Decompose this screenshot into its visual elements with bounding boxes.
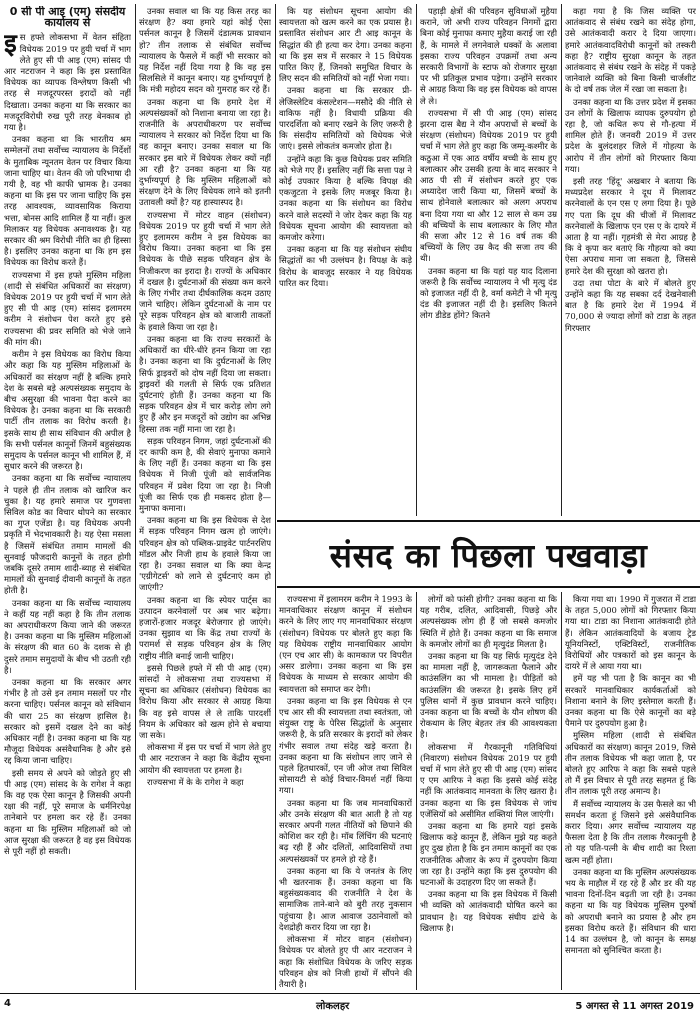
paragraph: कहा गया है कि जिस व्यक्ति पर आतंकवाद से संबंध रखने का संदेह होगा, उसे आतंकवादी करार दे दिया जाएगा। हमारे आतंकवादविरोधी कानूनों को तस्करी कहा है? राष्ट्रीय सुरक्षा कानून के तहत आतंकवाद से संबंध रखने के संदेह में पकड़े जानेवाले व्यक्ति को बिना किसी चार्जशीट के दो वर्ष तक जेल में रखा जा सकता है।	[565, 6, 696, 95]
paragraph: उदा तथा पोटा के बारे में बोलते हुए उन्होंने कहा कि यह सबका दर्द देखनेवाली बात है कि हमारे देश में 1994 में 70,000 से ज्यादा लोगों को टाडा के तहत गिरफ्तार	[565, 277, 696, 333]
paragraph: राज्यसभा में सी पी आइ (एम) सांसद झरना दास बैद्य ने यौन अपराधों से बच्चों के संरक्षण (संशोधन) विधेयक 2019 पर हुयी चर्चा में भाग लेते हुए कहा कि जम्मू-कश्मीर के कठुआ में एक आठ वर्षीय बच्ची के साथ हुए बलात्कार और उसकी हत्या के बाद सरकार ने आठ पी सी में संशोधन करते हुए एक अध्यादेश जारी किया था, जिसमें बच्चों के साथ होनेवाले बलात्कार को अलग अपराध बना दिया गया था और 12 साल से कम उम्र की बच्चियों के साथ बलात्कार के लिए मौत की सजा और 12 से 16 वर्ष तक की बच्चियों के लिए उम्र कैद की सजा तय की थी।	[420, 107, 557, 264]
paragraph: मैं सर्वोच्च न्यायालय के उस फैसले का भी समर्थन करता हूं जिसने इसे असंवैधानिक करार दिया। अगर सर्वोच्च न्यायालय यह फैसला देता है कि तीन तलाक गैरकानूनी है तो यह पति-पत्नी के बीच शादी का रिश्ता खत्म नहीं होता।	[565, 798, 696, 865]
column-divider	[416, 4, 417, 516]
paragraph: उनका कहना था कि मुस्लिम अल्पसंख्यक भय के माहौल में रह रहे हैं और डर की यह भावना दिनों-दिन बढ़ती जा रही है। उनका कहना था कि यह विधेयक मुस्लिम पुरुषों को अपराधी बनाने का प्रयास है और हम इसका विरोध करते हैं। संविधान की धारा 14 का उल्लंघन है, जो कानून के समक्ष समानता को सुनिश्चित करता है।	[565, 866, 696, 956]
paragraph: उनका कहना था कि यह संशोधन संघीय सिद्धांतों का भी उल्लंघन है। विपक्ष के कड़े विरोध के बावजूद सरकार ने यह विधेयक पारित कर दिया।	[279, 244, 412, 288]
paragraph: उनका कहना था कि भारतीय श्रम सम्मेलनों तथा सर्वोच्च न्यायालय के निर्देशों के मुताबिक न्यूनतम वेतन पर विचार किया जाना चाहिए था। वेतन की जो परिभाषा दी गयी है, वह भी काफी भ्रामक है। उनका कहना था कि इस पर जाना चाहिए कि इस तरह आवश्यक, व्यावसायिक किराया भत्ता, बोनस आदि शामिल हैं या नहीं। कुल मिलाकर यह विधेयक अनावश्यक है। यह सरकार की श्रम विरोधी नीति का ही हिस्सा है। इसलिए उनका कहना था कि हम इस विधेयक का विरोध करते हैं।	[4, 134, 131, 268]
page-footer	[0, 993, 700, 1013]
column-divider	[135, 4, 136, 990]
paragraph: उनका कहना था कि ये जनतंत्र के लिए भी खतरनाक हैं। उनका कहना था कि बहुसंख्यकवाद की राजनीति ने देश के सामाजिक ताने-बाने को बुरी तरह नुकसान पहुंचाया है। आज आवाज उठानेवालों को देशद्रोही करार दिया जा रहा है।	[279, 865, 412, 932]
paragraph: मुस्लिम महिला (शादी से संबंधित अधिकारों का संरक्षण) कानून 2019, जिसे तीन तलाक विधेयक भी कहा जाता है, पर बोलते हुए आरिफ ने कहा कि सबसे पहले तो मैं इस विचार से पूरी तरह सहमत हूं कि तीन तलाक पूरी तरह अमान्य है।	[565, 730, 696, 797]
paragraph: उनका कहना था कि सर्वोच्च न्यायालय ने कहीं यह नहीं कहा है कि तीन तलाक का अपराधीकरण किया जाने की जरूरत है। उनका कहना था कि मुस्लिम महिलाओं के संरक्षण की बात 60 के दशक से ही दुसरे तमाम समुदायों के बीच भी उठती रही है।	[4, 597, 131, 675]
article-column-4	[420, 6, 557, 514]
article-column-2	[139, 6, 271, 990]
paragraph: उनका कहना था कि उत्तर प्रदेश में इसका उन लोगों के खिलाफ व्यापक दुरुपयोग हो रहा है, जो कथित रूप से गौ-हत्या में शामिल होते हैं। जनवरी 2019 में उत्तर प्रदेश के बुलंदशहर जिले में गोहत्या के आरोप में तीन लोगों को गिरफ्तार किया गया।	[565, 96, 696, 174]
paragraph: राज्यसभा में इस हफ्ते मुस्लिम महिला (शादी से संबंधित अधिकारों का संरक्षण) विधेयक 2019 पर हुयी चर्चा में भाग लेते हुए सी पी आइ (एम) सांसद इलामरम करीम ने संशोधन पेश करते हुए इसे राज्यसभा की प्रवर समिति को भेजे जाने की मांग की।	[4, 269, 131, 347]
headline-box	[277, 520, 700, 588]
paragraph: उनका कहना था कि स्पेयर पार्ट्स का उत्पादन करनेवालों पर अब भार बढ़ेगा। हजारों-हजार मजदूर बेरोजगार हो जाएंगे। उनका सुझाव था कि केंद्र तथा राज्यों के परामर्श से सड़क परिवहन क्षेत्र के लिए राष्ट्रीय नीति बनाई जानी चाहिए।	[139, 594, 271, 661]
paragraph: हमें यह भी पता है कि कानून का भी सरकारें मानवाधिकार कार्यकर्ताओं को निशाना बनाने के लिए इस्तेमाल करती हैं। उनका कहना था कि ऐसे कानूनों का बड़े पैमाने पर दुरुपयोग हुआ है।	[565, 673, 696, 729]
paragraph: राज्यसभा में के के रागेश ने कहा	[147, 776, 244, 787]
article-column-5	[565, 6, 696, 514]
column-divider	[275, 4, 276, 990]
paragraph: इसी तरह 'हिंदू' अखबार ने बताया कि मध्यप्रदेश सरकार ने दूध में मिलावट करनेवालों के एन एस ए लगा दिया है। पूछे गए पता कि दूध की चीजों में मिलावट करनेवालों के खिलाफ एन एस ए के दायरे में आता है या नहीं। गृहमंत्री से मेरा आग्रह है कि वे कृपा कर बताएं कि गौहत्या को क्या ऐसा अपराध माना जा सकता है, जिससे हमारे देश की सुरक्षा को खतरा हो।	[565, 176, 696, 276]
paragraph: लोकसभा में इस पर चर्चा में भाग लेते हुए पी आर नटराजन ने कहा कि केंद्रीय सूचना आयोग की स्वायत्तता पर हमला है।	[139, 742, 271, 775]
paragraph: उनका कहना था कि सरकार प्री-लेजिस्लेटिव कंसल्टेशन—मसौदे की नीति से वाकिफ नहीं है। विधायी प्रक्रिया की पारदर्शिता को बनाए रखने के लिए जरूरी है कि संसदीय समितियों को विधेयक भेजे जाएं। इससे लोकतंत्र कमजोर होता है।	[279, 85, 412, 152]
paragraph: सड़क परिवहन निगम, जहां दुर्घटनाओं की दर काफी कम है, की सेवाएं मुनाफा कमाने के लिए नहीं हैं। उनका कहना था कि इस विधेयक में निजी पूंजी को सार्वजनिक परिवहन में प्रवेश दिया जा रहा है। निजी पूंजी का सिर्फ एक ही मकसद होता है—मुनाफा कमाना।	[139, 435, 271, 513]
page-number: 4	[4, 998, 11, 1009]
paragraph: लोकसभा में मोटर वाहन (संशोधन) विधेयक पर बोलते हुए पी आर नटराजन ने कहा कि संशोधित विधेयक के जरिए सड़क परिवहन क्षेत्र को निजी हाथों में सौंपने की तैयारी है।	[279, 934, 412, 989]
paragraph: उनका कहना था कि सर्वोच्च न्यायालय ने पहले ही तीन तलाक को खारिज कर चुका है। यह हमारे समाज पर गुणवत्ता सिविल कोड का विचार थोपने का सरकार का गुप्त एजेंडा है। यह विधेयक अपनी प्रकृति में भेदभावकारी है। यह ऐसा मसला है जिसमें संबंधित तमाम मामलों की सुनवाई फौजदारी कानूनों के तहत होगी जबकि दूसरे तमाम शादी-ब्याह से संबंधित मामलों की सुनवाई दीवानी कानूनों के तहत होती है।	[4, 473, 131, 596]
column-divider	[561, 592, 562, 990]
paragraph: उनका कहना था कि यह सिर्फ मृत्युदंड देने का मामला नहीं है, जागरूकता फैलाने और काउंसलिंग का भी मामला है। पीड़ितों को काउंसलिंग की जरूरत है। इसके लिए हमें पुलिस थानों में कुछ प्रावधान करने चाहिए। उनका कहना था कि बच्चों के यौन शोषण की रोकथाम के लिए बेहतर तंत्र की आवश्यकता है।	[420, 651, 557, 740]
column-divider	[416, 592, 417, 990]
column-divider	[561, 4, 562, 516]
paragraph: स हफ्ते लोकसभा में वेतन संहिता विधेयक 2019 पर हुयी चर्चा में भाग लेते हुए सी पी आइ (एम) सांसद पी आर नटराजन ने कहा कि इस प्रस्तावित विधेयक का व्यापक विश्लेषण किसी भी तरह से मजदूरपरस्त इरादों को नहीं दिखाता। उनका कहना था कि सरकार का मजदूरविरोधी रुख पूरी तरह बेनकाब हो गया है।	[4, 32, 131, 133]
article-column-7	[420, 594, 557, 990]
paragraph: उनका कहना था कि जब मानवाधिकारों और उनके संरक्षण की बात आती है तो यह सरकार अपनी गलत नीतियों को छिपाने की कोशिश कर रही है। मॉब लिंचिंग की घटनाएं बढ़ रही हैं और दलितों, आदिवासियों तथा अल्पसंख्यकों पर हमले हो रहे हैं।	[279, 797, 412, 864]
paragraph: इसी समय से अपने को जोड़ते हुए सी पी आइ (एम) सांसद के के रागेश ने कहा कि वह एक ऐसा कानून है जिसकी अपनी रक्षा की नहीं, पूरे समाज के धर्मनिरपेक्ष तानेबाने पर हमला कर रहे हैं। उनका कहना था कि मुस्लिम महिलाओं को जो आज सुरक्षा की जरूरत है वह इस विधेयक से पूरी नहीं हो सकती।	[4, 767, 131, 857]
article-column-1	[4, 6, 131, 990]
paragraph: करीम ने इस विधेयक का विरोध किया और कहा कि यह मुस्लिम महिलाओं के अधिकारों का संरक्षण नहीं है बल्कि हमारे देश के सबसे बड़े अल्पसंख्यक समुदाय के बीच असुरक्षा की भावना पैदा करने का विधेयक है। उनका कहना था कि सरकारी पार्टी तीन तलाक का विरोध करती है। इसके साथ ही साथ संविधान की अपील है कि सभी पर्सनल कानूनों जिनमें बहुसंख्यक समुदाय के पर्सनल कानून भी शामिल हैं, में सुधार करने की जरूरत है।	[4, 349, 131, 472]
issue-date: 5 अगस्त से 11 अगस्त 2019	[575, 1001, 694, 1012]
paragraph: उनका सवाल था कि यह किस तरह का संरक्षण है? क्या हमारे यहां कोई ऐसा पर्सनल कानून है जिसमें दंडात्मक प्रावधान हो? तीन तलाक से संबंधित सर्वोच्च न्यायालय के फैसले में कहीं भी सरकार को यह निर्देश नहीं दिया गया है कि वह इस सिलसिले में कानून बनाए। यह दुर्भाग्यपूर्ण है कि मंत्री महोदय सदन को गुमराह कर रहे हैं।	[139, 6, 271, 95]
paragraph: उनका कहना था कि हमारे यहां इसके खिलाफ कड़े कानून हैं, लेकिन मुझे यह कहते हुए दुख होता है कि इन तमाम कानूनों का एक राजनीतिक औजार के रूप में दुरुपयोग किया जा रहा है। उन्होंने कहा कि इस दुरुपयोग की घटनाओं के उदाहरण दिए जा सकते हैं।	[420, 821, 557, 888]
paragraph: उनका कहना था कि यहां यह याद दिलाना जरूरी है कि सर्वोच्च न्यायालय ने भी मृत्यु दंड को इजाजत नहीं दी है, वर्मा कमेटी ने भी मृत्यु दंड की इजाजत नहीं दी है। इसलिए कितने लोग डीडेड होंगे? कितने	[420, 265, 557, 321]
article-column-6	[279, 594, 412, 990]
paragraph: राज्यसभा में मोटर वाहन (संशोधन) विधेयक 2019 पर हुयी चर्चा में भाग लेते हुए इलामरम करीम ने इस विधेयक का विरोध किया। उनका कहना था कि इस विधेयक के पीछे सड़क परिवहन क्षेत्र के निजीकरण का इरादा है। राज्यों के अधिकार में दखल है। दुर्घटनाओं की संख्या कम करने के लिए गंभीर तथा दीर्घकालिक कदम उठाए जाने चाहिए। लेकिन दुर्घटनाओं के नाम पर पूरे सड़क परिवहन क्षेत्र को बाजारी ताकतों के हवाले किया जा रहा है।	[139, 209, 271, 332]
paragraph: उनका कहना था कि इस विधेयक से देश में सड़क परिवहन निगम खत्म हो जाएंगे। परिवहन क्षेत्र को पब्लिक-प्राइवेट पार्टनरशिप मॉडल और निजी हाथ के हवाले किया जा रहा है। उनका सवाल था कि क्या केन्द्र 'एग्रीगेटर्स' को लाने से दुर्घटनाएं कम हो जाएंगी?	[139, 515, 271, 593]
paragraph: कि यह संशोधन सूचना आयोग की स्वायत्तता को खत्म करने का एक प्रयास है। प्रस्तावित संशोधन आर टी आइ कानून के सिद्धांत की ही हत्या कर देगा। उनका कहना था कि इस सत्र में सरकार ने 15 विधेयक पारित किए हैं, जिनको समुचित विचार के लिए सदन की समितियों को नहीं भेजा गया।	[279, 6, 412, 84]
publication-name: लोकलहर	[316, 1001, 350, 1012]
paragraph: लोगों को फांसी होगी? उनका कहना था कि यह गरीब, दलित, आदिवासी, पिछड़े और अल्पसंख्यक लोग ही हैं जो सबसे कमजोर स्थिति में होते हैं। उनका कहना था कि समाज के कमजोर लोगों का ही मृत्युदंड मिलता है।	[420, 594, 557, 649]
column-heading: 0 सी पी आइ (एम) संसदीय कार्यालय से	[9, 6, 126, 30]
article-column-3	[279, 6, 412, 514]
paragraph: लोकसभा में गैरकानूनी गतिविधियां (निवारण) संशोधन विधेयक 2019 पर हुयी चर्चा में भाग लेते हुए सी पी आइ (एम) सांसद ए एम आरिफ ने कहा कि इससे कोई संदेह नहीं कि आतंकवाद मानवता के लिए खतरा है। उनका कहना था कि इस विधेयक से जांच एजेंसियों को असीमित शक्तियां मिल जाएंगी।	[420, 741, 557, 819]
article-column-8	[565, 594, 696, 990]
paragraph: उनका कहना था कि सरकार अगर गंभीर है तो उसे इन तमाम मसलों पर गौर करना चाहिए। पर्सनल कानून को संविधान की धारा 25 का संरक्षण हासिल है। सरकार को इसमें दखल देने का कोई अधिकार नहीं है। उनका कहना था कि यह मौजूदा विधेयक असंवैधानिक है और इसे रद्द किया जाना चाहिए।	[4, 676, 131, 766]
paragraph: इससे पिछले हफ्ते में सी पी आइ (एम) सांसदों ने लोकसभा तथा राज्यसभा में सूचना का अधिकार (संशोधन) विधेयक का विरोध किया और सरकार से आग्रह किया कि वह इसे वापस ले ले ताकि पारदर्शी नियम के अधिकार को खत्म होने से बचाया जा सके।	[139, 662, 271, 740]
paragraph: उन्होंने कहा कि कुछ विधेयक प्रवर समिति को भेजे गए हैं। इसलिए नहीं कि सत्ता पक्ष ने कोई उपकार किया है बल्कि विपक्ष की एकजुटता ने इसके लिए मजबूर किया है। उनका कहना था कि संशोधन का विरोध करने वाले सदस्यों ने जोर देकर कहा कि यह विधेयक सूचना आयोग की स्वायत्तता को कमजोर करेगा।	[279, 153, 412, 243]
paragraph: पहाड़ी क्षेत्रों की परिवहन सुविधाओं मुहैया कराने, जो अभी राज्य परिवहन निगमों द्वारा बिना कोई मुनाफा कमाए मुहैया कराई जा रही हैं, के मामले में लगनेवाले धक्कों के अलावा इसका राज्य परिवहन उपक्रमों तथा अन्य सरकारी विभागों के स्टाफ को रोजगार सुरक्षा पर भी प्रतिकूल प्रभाव पड़ेगा। उन्होंने सरकार से आग्रह किया कि वह इस विधेयक को वापस ले ले।	[420, 6, 557, 106]
paragraph: उनका कहना था कि इस विधेयक से एन एच आर सी की स्वायत्तता तथा स्वतंत्रता, जो संयुक्त राष्ट्र के पेरिस सिद्धांतों के अनुसार जरूरी है, के प्रति सरकार के इरादों को लेकर गंभीर सवाल तथा संदेह खड़े करता है। उनका कहना था कि संशोधन लाए जाने से पहले हितधारकों, एन जी ओज तथा सिविल सोसायटी से कोई विचार-विमर्श नहीं किया गया।	[279, 695, 412, 796]
paragraph: राज्यसभा में इलामरम करीम ने 1993 के मानवाधिकार संरक्षण कानून में संशोधन करने के लिए लाए गए मानवाधिकार संरक्षण (संशोधन) विधेयक पर बोलते हुए कहा कि यह विधेयक राष्ट्रीय मानवाधिकार आयोग (एन एच आर सी) के कामकाज पर विपरीत असर डालेगा। उनका कहना था कि इस विधेयक के माध्यम से सरकार आयोग की स्वायत्तता को समाप्त कर देगी।	[279, 594, 412, 694]
paragraph: उनका कहना था कि राज्य सरकारों के अधिकारों का धीरे-धीरे हनन किया जा रहा है। उनका कहना था कि दुर्घटनाओं के लिए सिर्फ ड्राइवरों को दोष नहीं दिया जा सकता। ड्राइवरों की गलती से सिर्फ एक प्रतिशत दुर्घटनाएं होती हैं। उनका कहना था कि सड़क परिवहन क्षेत्र में चार करोड़ लोग लगे हुए हैं और इन मजदूरों को उद्योग का अभिन्न हिस्सा तक नहीं माना जा रहा है।	[139, 333, 271, 434]
headline: संसद का पिछला पखवाड़ा	[329, 535, 648, 575]
dropcap: इ	[4, 29, 17, 60]
paragraph: उनका कहना था कि हमारे देश में अल्पसंख्यकों को निशाना बनाया जा रहा है। राजनीति के अपराधीकरण पर सर्वोच्च न्यायालय ने सरकार को निर्देश दिया था कि वह कानून बनाए। उनका सवाल था कि सरकार इस बारे में विधेयक लेकर क्यों नहीं आ रही है? उनका कहना था कि यह दुर्भाग्यपूर्ण है कि मुस्लिम महिलाओं को संरक्षण देने के लिए विधेयक लाने को इतनी उतावली क्यों है? यह हास्यास्पद है।	[139, 96, 271, 208]
paragraph: किया गया था। 1990 में गुजरात में टाडा के तहत 5,000 लोगों को गिरफ्तार किया गया था। टाडा का निशाना आतंकवादी होते हैं। लेकिन आतंकवादियों के बजाय ट्रेड यूनियनिस्टों, एक्टिविस्टों, राजनीतिक विरोधियों और पत्रकारों को इस कानून के दायरे में ले आया गया था।	[565, 594, 696, 672]
paragraph: उनका कहना था कि इस विधेयक में किसी भी व्यक्ति को आतंकवादी घोषित करने का प्रावधान है। यह विधेयक संघीय ढांचे के खिलाफ है।	[420, 889, 557, 933]
